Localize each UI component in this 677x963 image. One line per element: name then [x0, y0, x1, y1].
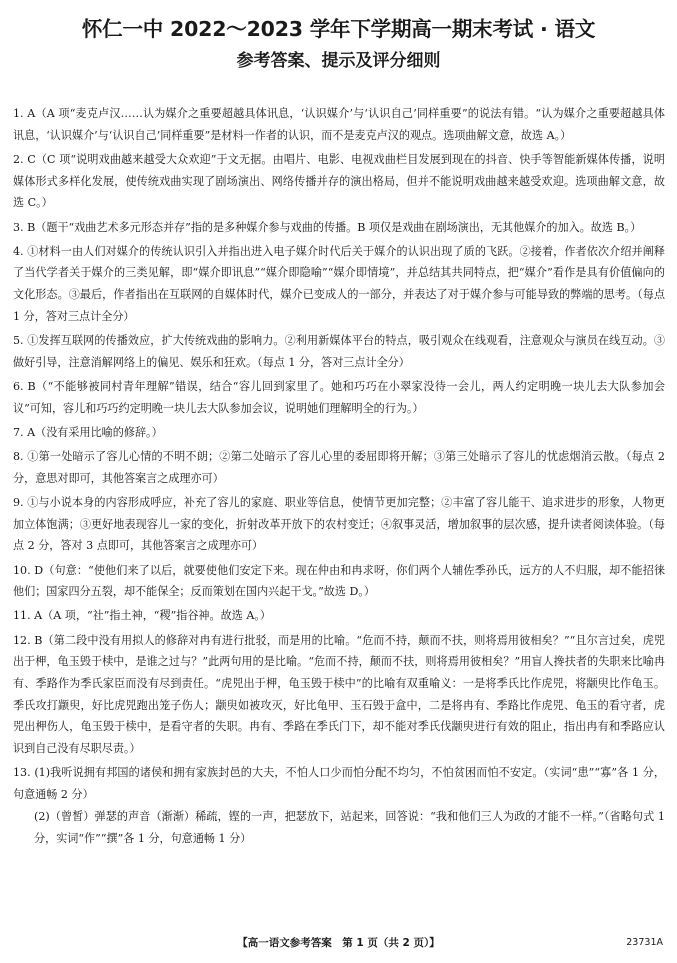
answer-8: 8. ①第一处暗示了容儿心情的不明不朗；②第二处暗示了容儿心里的委屈即将开解；③第三处暗示了容儿的忧虑烟消云散。（每点 2 分，意思对即可，其他答案言之成理亦可） [13, 450, 665, 485]
answer-list [13, 103, 665, 849]
answer-12: 12. B（第二段中没有用拟人的修辞对冉有进行批驳，而是用的比喻。“危而不持，颠而不扶，则将焉用彼相矣？”“且尔言过矣，虎兕出于柙，龟玉毁于椟中，是谁之过与？”此两句用的是比喻。“危而不持，颠而不扶，则将焉用彼相矣？”用盲人搀扶者的失职来比喻冉有、季路作为季氏家臣而没有尽到责任。“虎兕出于柙，龟玉毁于椟中”的比喻有双重喻义：一是将季氏比作虎兕，将颛臾比作龟玉。季氏攻打颛臾，好比虎兕跑出笼子伤人；颛臾如被攻灭，好比龟甲、玉石毁于盒中，二是将冉有、季路比作虎兕、龟玉的看守者，虎兕出柙伤人，龟玉毁于椟中，是看守者的失职。冉有、季路在季氏门下，却不能对季氏伐颛臾进行有效的阻止，指出冉有和季路应认识到自己没有尽职尽责。） [13, 633, 665, 756]
answer-5: 5. ①发挥互联网的传播效应，扩大传统戏曲的影响力。②利用新媒体平台的特点，吸引观众在线观看，注意观众与演员在线互动。③做好引导，注意消解网络上的偏见、娱乐和狂欢。（每点 1 分，答对三点计全分） [13, 334, 665, 369]
answer-13-part-1: 13. (1)我听说拥有邦国的诸侯和拥有家族封邑的大夫，不怕人口少而怕分配不均匀，不怕贫困而怕不安定。（实词“患”“寡”各 1 分，句意通畅 2 分） [13, 766, 666, 802]
answer-4: 4. ①材料一由人们对媒介的传统认识引入并指出进入电子媒介时代后关于媒介的认识出现了质的飞跃。②接着，作者依次介绍并阐释了当代学者关于媒介的三类见解，即“媒介即讯息”“媒介即隐喻”“媒介即情境”，并总结其共同特点，把“媒介”看作是具有价值偏向的文化形态。③最后，作者指出在互联网的自媒体时代，媒介已变成人的一部分，并表达了对于媒介参与可能导致的弊端的思考。（每点 1 分，答对三点计全分） [13, 244, 665, 323]
answer-3: 3. B（题干“戏曲艺术多元形态并存”指的是多种媒介参与戏曲的传播。B 项仅是戏曲在剧场演出，无其他媒介的加入。故选 B。） [13, 220, 642, 234]
answer-10: 10. D（句意：“使他们来了以后，就要使他们安定下来。现在仲由和冉求呀，你们两个人辅佐季孙氏，远方的人不归服，却不能招徕他们；国家四分五裂，却不能保全；反而策划在国内兴起干戈。”故选 D。） [13, 563, 665, 599]
page-subtitle: 参考答案、提示及评分细则 [236, 51, 441, 71]
answer-7: 7. A（没有采用比喻的修辞。） [13, 425, 163, 439]
answer-13-part-2: (2)（曾皙）弹瑟的声音（渐渐）稀疏，铿的一声，把瑟放下，站起来，回答说：“我和他们三人为政的才能不一样。”（省略句式 1 分，实词“作”“撰”各 1 分，句意通畅 1 分） [34, 809, 665, 845]
answer-6: 6. B（“不能够被同村青年理解”错误，结合“容儿回到家里了。她和巧巧在小翠家没待一会儿，两人约定明晚一块儿去大队参加会议”可知，容儿和巧巧约定明晚一块儿去大队参加会议，说明她们理解明全的行为。） [13, 379, 665, 415]
answer-2: 2. C（C 项“说明戏曲越来越受大众欢迎”于文无据。由唱片、电影、电视戏曲栏目发展到现在的抖音、快手等智能新媒体传播，说明媒体形式多样化发展，使传统戏曲实现了剧场演出、网络传播并存的演出格局，但并不能说明戏曲越来越受欢迎。选项曲解文意，故选 C。） [13, 152, 665, 210]
answer-1: 1. A（A 项“麦克卢汉……认为媒介之重要超越具体讯息，‘认识媒介’与‘认识自己’同样重要”的说法有错。“认为媒介之重要超越具体讯息，‘认识媒介’与‘认识自己’同样重要”是材料一作者的认识，而不是麦克卢汉的观点。选项曲解文意，故选 A。） [13, 107, 665, 142]
answer-11: 11. A（A 项，“社”指土神，“稷”指谷神。故选 A。） [13, 609, 271, 623]
page-title: 怀仁一中 2022～2023 学年下学期高一期末考试 · 语文 [81, 17, 596, 41]
paper-code: 23731A [626, 937, 663, 948]
answer-13-number: 13. [13, 766, 31, 780]
answer-9: 9. ①与小说本身的内容形成呼应，补充了容儿的家庭、职业等信息，使情节更加完整；②丰富了容儿能干、追求进步的形象，人物更加立体饱满；③更好地表现容儿一家的变化，折射改革开放下的农村变迁；④叙事灵活，增加叙事的层次感，提升读者阅读体验。（每点 2 分，答对 3 点即可，其他答案言之成理亦可） [13, 495, 665, 553]
page-footer: 【高一语文参考答案 第 1 页（共 2 页）】 [237, 937, 440, 949]
answer-13 [13, 762, 665, 849]
